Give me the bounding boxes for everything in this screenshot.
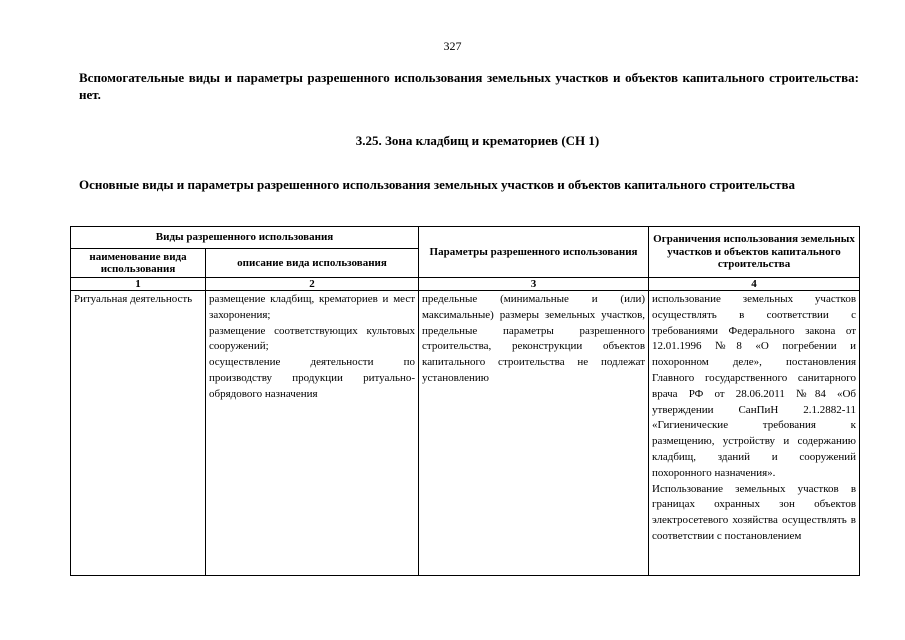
permitted-use-table — [70, 226, 860, 576]
col-number-2: 2 — [206, 278, 419, 291]
col1-header: наименование вида использования — [71, 249, 206, 278]
col-number-3: 3 — [419, 278, 649, 291]
description-line: размещение соответствующих культовых сооружений; — [209, 324, 416, 353]
description-line: осуществление деятельности по производству продукции ритуально-обрядового назначения — [209, 356, 416, 400]
col4-header: Ограничения использования земельных участков и объектов капитального строительства — [649, 227, 860, 278]
col-number-4: 4 — [649, 278, 860, 291]
use-name: Ритуальная деятельность — [74, 293, 193, 305]
description-line: размещение кладбищ, крематориев и мест захоронения; — [209, 293, 416, 321]
column-number-row — [71, 278, 860, 291]
restrictions-cell — [649, 291, 860, 576]
table-header-row-1 — [71, 227, 860, 249]
page-number: 327 — [443, 39, 462, 53]
main-uses-paragraph: Основные виды и параметры разрешенного использования земельных участков и объектов капитального строительства — [79, 177, 795, 192]
parameters-cell — [419, 291, 649, 576]
use-name-cell — [71, 291, 206, 576]
restriction-paragraph: Использование земельных участков в границах охранных зон объектов электросетевого хозяйства осуществлять в соответствии с постановлением — [652, 482, 857, 542]
parameters-text: предельные (минимальные и (или) максимальные) размеры земельных участков, предельные параметры разрешенного строительства, реконструкции объектов капитального строительства не подлежат установлению — [422, 293, 646, 384]
section-heading: 3.25. Зона кладбищ и крематориев (СН 1) — [355, 133, 600, 148]
use-description-cell — [206, 291, 419, 576]
col-number-1: 1 — [71, 278, 206, 291]
restriction-paragraph: использование земельных участков осуществлять в соответствии с требованиями Федерального закона от 12.01.1996 №8 «О погребении и похоронном деле», постановления Главного государственного санитарного врача РФ от 28.06.2011 №84 «Об утверждении СанПиН 2.1.2882-11 «Гигиенические требования к размещению, устройству и содержанию кладбищ, зданий и сооружений похоронного назначения». — [652, 293, 857, 479]
group-header-uses: Виды разрешенного использования — [71, 227, 419, 249]
col3-header: Параметры разрешенного использования — [419, 227, 649, 278]
auxiliary-uses-paragraph: Вспомогательные виды и параметры разрешенного использования земельных участков и объектов капитального строительства: нет. — [79, 70, 859, 102]
col2-header: описание вида использования — [206, 249, 419, 278]
table-row — [71, 291, 860, 576]
